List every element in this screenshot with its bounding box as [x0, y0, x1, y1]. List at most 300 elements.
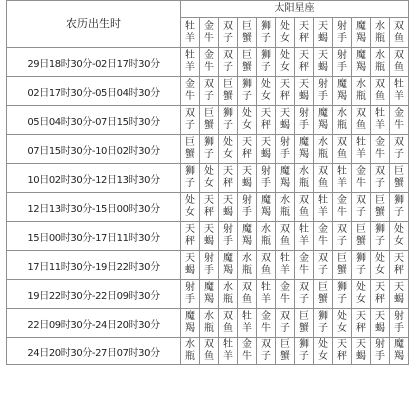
zodiac-cell — [257, 280, 276, 309]
zodiac-cell — [181, 77, 200, 106]
sign-char: 狮 — [223, 108, 233, 119]
sign-char: 女 — [223, 149, 233, 160]
sign-char: 手 — [204, 265, 214, 276]
sign-char: 羊 — [185, 62, 195, 73]
sign-char: 射 — [337, 50, 347, 61]
sign-char: 鱼 — [375, 91, 385, 102]
sign-char: 鱼 — [261, 265, 271, 276]
sign-char: 羯 — [223, 265, 233, 276]
zodiac-cell — [238, 280, 257, 309]
sign-char: 狮 — [299, 339, 309, 350]
sign-char: 天 — [394, 253, 404, 264]
zodiac-cell — [219, 77, 238, 106]
zodiac-cell — [276, 280, 295, 309]
sign-char: 蟹 — [185, 149, 195, 160]
sign-char: 处 — [242, 108, 252, 119]
sign-char: 牛 — [204, 32, 214, 44]
sign-char: 天 — [375, 282, 385, 293]
sign-char: 牛 — [280, 294, 290, 305]
zodiac-cell — [371, 164, 390, 193]
zodiac-cell — [390, 77, 409, 106]
time-range-cell: 17日11时30分-19日22时30分 — [7, 251, 181, 280]
sign-char: 巨 — [280, 339, 290, 350]
sign-char: 手 — [337, 32, 347, 44]
zodiac-cell — [352, 48, 371, 77]
zodiac-cell — [238, 222, 257, 251]
zodiac-cell — [390, 48, 409, 77]
zodiac-cell — [390, 222, 409, 251]
sign-char: 双 — [375, 79, 385, 90]
sign-char: 金 — [185, 79, 195, 90]
sign-char: 子 — [204, 149, 214, 160]
sign-char: 狮 — [204, 137, 214, 148]
sign-char: 水 — [375, 50, 385, 61]
sign-char: 巨 — [204, 108, 214, 119]
sign-char: 魔 — [337, 79, 347, 90]
sign-char: 魔 — [356, 50, 366, 61]
zodiac-cell — [314, 135, 333, 164]
zodiac-cell — [352, 338, 371, 365]
sign-char: 手 — [280, 149, 290, 160]
sign-char: 处 — [375, 253, 385, 264]
zodiac-cell — [371, 338, 390, 365]
sign-char: 狮 — [261, 20, 271, 32]
zodiac-cell — [333, 48, 352, 77]
sign-char: 羯 — [318, 120, 328, 131]
sign-char: 蝎 — [299, 91, 309, 102]
zodiac-cell — [295, 77, 314, 106]
sign-char: 女 — [394, 236, 404, 247]
table-row — [7, 280, 409, 309]
zodiac-cell — [295, 280, 314, 309]
sign-char: 水 — [299, 166, 309, 177]
sign-char: 羯 — [356, 62, 366, 73]
sign-char: 鱼 — [204, 351, 214, 362]
table-row — [7, 135, 409, 164]
sign-char: 金 — [356, 166, 366, 177]
zodiac-cell — [219, 280, 238, 309]
sign-char: 牡 — [261, 282, 271, 293]
sign-char: 羯 — [280, 178, 290, 189]
sign-char: 子 — [299, 351, 309, 362]
zodiac-cell — [257, 193, 276, 222]
zodiac-cell — [314, 338, 333, 365]
zodiac-cell — [352, 135, 371, 164]
header-row — [7, 1, 409, 18]
sign-char: 蟹 — [204, 120, 214, 131]
sign-char: 射 — [375, 339, 385, 350]
sign-char: 魔 — [185, 311, 195, 322]
sign-char: 蝎 — [204, 236, 214, 247]
zodiac-cell — [295, 251, 314, 280]
sign-char: 秤 — [261, 120, 271, 131]
zodiac-lunar-time-table — [6, 0, 409, 365]
sign-char: 金 — [318, 224, 328, 235]
sign-char: 处 — [261, 79, 271, 90]
sign-char: 鱼 — [299, 207, 309, 218]
sign-char: 牛 — [375, 149, 385, 160]
zodiac-cell — [276, 106, 295, 135]
sign-char: 射 — [299, 108, 309, 119]
sun-sign-column-8 — [333, 18, 352, 48]
zodiac-cell — [276, 222, 295, 251]
zodiac-cell — [276, 48, 295, 77]
zodiac-cell — [333, 338, 352, 365]
zodiac-cell — [219, 164, 238, 193]
zodiac-cell — [352, 193, 371, 222]
sign-char: 女 — [337, 323, 347, 334]
sign-char: 双 — [356, 108, 366, 119]
sign-char: 子 — [394, 207, 404, 218]
sign-char: 狮 — [394, 195, 404, 206]
zodiac-cell — [352, 164, 371, 193]
sign-char: 天 — [204, 195, 214, 206]
sign-char: 蟹 — [318, 294, 328, 305]
sign-char: 秤 — [280, 91, 290, 102]
sign-char: 天 — [299, 79, 309, 90]
sign-char: 天 — [223, 195, 233, 206]
sign-char: 射 — [261, 166, 271, 177]
sign-char: 天 — [280, 108, 290, 119]
sign-char: 牛 — [261, 323, 271, 334]
zodiac-cell — [200, 338, 219, 365]
sign-char: 金 — [299, 253, 309, 264]
sign-char: 狮 — [261, 50, 271, 61]
sign-char: 水 — [356, 79, 366, 90]
sign-char: 天 — [280, 79, 290, 90]
zodiac-cell — [314, 193, 333, 222]
sign-char: 魔 — [223, 253, 233, 264]
zodiac-cell — [276, 251, 295, 280]
sign-char: 手 — [223, 236, 233, 247]
sign-char: 蟹 — [394, 178, 404, 189]
sign-char: 牛 — [337, 207, 347, 218]
table-row — [7, 164, 409, 193]
sign-char: 蝎 — [223, 207, 233, 218]
table-row — [7, 222, 409, 251]
sign-char: 处 — [280, 20, 290, 32]
sign-char: 子 — [261, 62, 271, 73]
sign-char: 瓶 — [356, 91, 366, 102]
sign-char: 天 — [185, 253, 195, 264]
sign-char: 巨 — [242, 50, 252, 61]
zodiac-cell — [371, 106, 390, 135]
sign-char: 秤 — [242, 149, 252, 160]
sign-char: 秤 — [185, 236, 195, 247]
sign-char: 狮 — [242, 79, 252, 90]
sign-char: 羊 — [394, 91, 404, 102]
table-row — [7, 309, 409, 338]
zodiac-cell — [181, 251, 200, 280]
sign-char: 蝎 — [318, 62, 328, 73]
sign-char: 牡 — [318, 195, 328, 206]
sign-char: 双 — [223, 20, 233, 32]
sign-char: 女 — [185, 207, 195, 218]
zodiac-cell — [200, 280, 219, 309]
sign-char: 双 — [185, 108, 195, 119]
sign-char: 天 — [356, 339, 366, 350]
sign-char: 天 — [242, 166, 252, 177]
sign-char: 羯 — [394, 351, 404, 362]
zodiac-cell — [200, 164, 219, 193]
zodiac-cell — [219, 222, 238, 251]
sign-char: 双 — [394, 50, 404, 61]
sign-char: 蟹 — [242, 32, 252, 44]
zodiac-cell — [390, 309, 409, 338]
time-range-cell: 19日22时30分-22日09时30分 — [7, 280, 181, 309]
sign-char: 女 — [375, 265, 385, 276]
sign-char: 子 — [280, 323, 290, 334]
zodiac-cell — [238, 164, 257, 193]
sign-char: 双 — [318, 166, 328, 177]
zodiac-cell — [219, 193, 238, 222]
sign-char: 子 — [261, 351, 271, 362]
zodiac-cell — [390, 106, 409, 135]
sign-char: 牡 — [185, 50, 195, 61]
sign-char: 巨 — [299, 311, 309, 322]
zodiac-cell — [276, 164, 295, 193]
sign-char: 蝎 — [375, 323, 385, 334]
time-range-cell: 12日13时30分-15日00时30分 — [7, 193, 181, 222]
sign-char: 瓶 — [299, 178, 309, 189]
sign-char: 瓶 — [375, 32, 385, 44]
sign-char: 牡 — [223, 339, 233, 350]
sign-char: 魔 — [394, 339, 404, 350]
time-range-cell: 22日09时30分-24日20时30分 — [7, 309, 181, 338]
sign-char: 女 — [280, 32, 290, 44]
sign-char: 狮 — [356, 253, 366, 264]
sign-char: 手 — [337, 62, 347, 73]
sign-char: 天 — [223, 166, 233, 177]
zodiac-cell — [371, 251, 390, 280]
zodiac-cell — [238, 77, 257, 106]
sign-char: 羊 — [318, 207, 328, 218]
sign-char: 秤 — [204, 207, 214, 218]
sign-char: 射 — [242, 195, 252, 206]
sign-char: 魔 — [204, 282, 214, 293]
sign-char: 水 — [280, 195, 290, 206]
sign-char: 处 — [204, 166, 214, 177]
sign-char: 瓶 — [223, 294, 233, 305]
sign-char: 鱼 — [394, 62, 404, 73]
sign-char: 金 — [204, 50, 214, 61]
sign-char: 鱼 — [356, 120, 366, 131]
sign-char: 鱼 — [280, 236, 290, 247]
sign-char: 秤 — [394, 265, 404, 276]
sign-char: 金 — [375, 137, 385, 148]
zodiac-cell — [219, 48, 238, 77]
table-row — [7, 106, 409, 135]
sign-char: 双 — [204, 339, 214, 350]
zodiac-cell — [181, 309, 200, 338]
sign-char: 蝎 — [394, 294, 404, 305]
sign-char: 秤 — [356, 323, 366, 334]
sign-char: 子 — [223, 62, 233, 73]
sign-char: 牡 — [185, 20, 195, 32]
zodiac-cell — [333, 106, 352, 135]
sign-char: 羯 — [299, 149, 309, 160]
zodiac-cell — [314, 106, 333, 135]
zodiac-cell — [295, 222, 314, 251]
time-range-cell: 05日04时30分-07日15时30分 — [7, 106, 181, 135]
sign-char: 魔 — [356, 20, 366, 32]
sign-char: 子 — [242, 91, 252, 102]
sign-char: 手 — [185, 294, 195, 305]
zodiac-cell — [238, 309, 257, 338]
sign-char: 处 — [356, 282, 366, 293]
zodiac-cell — [238, 48, 257, 77]
sun-sign-column-11 — [390, 18, 409, 48]
sign-char: 秤 — [299, 32, 309, 44]
sign-char: 天 — [318, 20, 328, 32]
sign-char: 鱼 — [337, 149, 347, 160]
zodiac-cell — [314, 280, 333, 309]
sign-char: 天 — [337, 339, 347, 350]
zodiac-cell — [257, 222, 276, 251]
sign-char: 天 — [185, 224, 195, 235]
time-range-cell: 15日00时30分-17日11时30分 — [7, 222, 181, 251]
zodiac-cell — [181, 193, 200, 222]
sign-char: 射 — [204, 253, 214, 264]
zodiac-cell — [200, 222, 219, 251]
zodiac-cell — [371, 280, 390, 309]
sign-char: 处 — [394, 224, 404, 235]
sign-char: 羯 — [337, 91, 347, 102]
sign-char: 秤 — [223, 178, 233, 189]
sign-char: 牛 — [356, 178, 366, 189]
sign-char: 鱼 — [242, 294, 252, 305]
sign-char: 子 — [185, 178, 195, 189]
sign-char: 羊 — [299, 236, 309, 247]
sign-char: 双 — [261, 253, 271, 264]
sign-char: 天 — [356, 311, 366, 322]
zodiac-cell — [352, 280, 371, 309]
sign-char: 子 — [223, 32, 233, 44]
table-row — [7, 193, 409, 222]
sign-char: 牛 — [394, 120, 404, 131]
sign-char: 瓶 — [242, 265, 252, 276]
zodiac-cell — [314, 48, 333, 77]
sun-sign-column-9 — [352, 18, 371, 48]
sign-char: 蟹 — [356, 236, 366, 247]
sign-char: 子 — [375, 178, 385, 189]
sign-char: 双 — [337, 137, 347, 148]
sign-char: 双 — [375, 166, 385, 177]
sign-char: 子 — [318, 323, 328, 334]
sign-char: 鱼 — [394, 32, 404, 44]
sign-char: 水 — [185, 339, 195, 350]
sign-char: 牡 — [337, 166, 347, 177]
sign-char: 射 — [223, 224, 233, 235]
sign-char: 蝎 — [242, 178, 252, 189]
sign-char: 天 — [261, 108, 271, 119]
sign-char: 水 — [318, 137, 328, 148]
sign-char: 手 — [299, 120, 309, 131]
zodiac-cell — [276, 77, 295, 106]
sun-sign-header: 太阳星座 — [181, 1, 409, 18]
sign-char: 手 — [375, 351, 385, 362]
sign-char: 女 — [318, 351, 328, 362]
sign-char: 子 — [356, 207, 366, 218]
sign-char: 巨 — [394, 166, 404, 177]
zodiac-cell — [276, 309, 295, 338]
zodiac-cell — [181, 222, 200, 251]
zodiac-cell — [314, 77, 333, 106]
sign-char: 蝎 — [356, 351, 366, 362]
sign-char: 瓶 — [318, 149, 328, 160]
sign-char: 蟹 — [242, 62, 252, 73]
sign-char: 子 — [299, 294, 309, 305]
sign-char: 金 — [337, 195, 347, 206]
zodiac-cell — [352, 222, 371, 251]
zodiac-cell — [333, 164, 352, 193]
sign-char: 羊 — [223, 351, 233, 362]
zodiac-cell — [257, 251, 276, 280]
zodiac-cell — [352, 106, 371, 135]
zodiac-cell — [295, 338, 314, 365]
sign-char: 处 — [337, 311, 347, 322]
zodiac-cell — [314, 309, 333, 338]
sign-char: 双 — [299, 282, 309, 293]
sign-char: 金 — [280, 282, 290, 293]
time-range-cell: 10日02时30分-12日13时30分 — [7, 164, 181, 193]
sign-char: 狮 — [318, 311, 328, 322]
zodiac-cell — [371, 135, 390, 164]
sign-char: 双 — [280, 311, 290, 322]
sign-char: 处 — [185, 195, 195, 206]
zodiac-cell — [295, 164, 314, 193]
sign-char: 射 — [318, 79, 328, 90]
zodiac-cell — [200, 77, 219, 106]
sign-char: 蝎 — [185, 265, 195, 276]
sign-char: 羊 — [185, 32, 195, 44]
sign-char: 水 — [223, 282, 233, 293]
zodiac-cell — [181, 280, 200, 309]
sign-char: 水 — [337, 108, 347, 119]
sign-char: 蟹 — [337, 265, 347, 276]
sign-char: 牛 — [242, 351, 252, 362]
sign-char: 子 — [318, 265, 328, 276]
zodiac-cell — [295, 106, 314, 135]
zodiac-cell — [181, 135, 200, 164]
sign-char: 水 — [242, 253, 252, 264]
table-row — [7, 251, 409, 280]
sign-char: 子 — [337, 236, 347, 247]
zodiac-cell — [295, 48, 314, 77]
sign-char: 处 — [223, 137, 233, 148]
zodiac-cell — [200, 106, 219, 135]
zodiac-cell — [238, 135, 257, 164]
lunar-birth-time-header: 农历出生时 — [7, 1, 181, 48]
sun-sign-column-2 — [219, 18, 238, 48]
sign-char: 羊 — [280, 265, 290, 276]
sign-char: 女 — [356, 294, 366, 305]
zodiac-cell — [295, 193, 314, 222]
zodiac-cell — [200, 193, 219, 222]
sign-char: 射 — [394, 311, 404, 322]
zodiac-cell — [276, 193, 295, 222]
sign-char: 鱼 — [223, 323, 233, 334]
time-range-cell: 07日15时30分-10日02时30分 — [7, 135, 181, 164]
sign-char: 金 — [242, 339, 252, 350]
sign-char: 牡 — [394, 79, 404, 90]
table-row — [7, 338, 409, 365]
zodiac-cell — [200, 135, 219, 164]
sign-char: 水 — [375, 20, 385, 32]
sign-char: 魔 — [242, 224, 252, 235]
zodiac-cell — [333, 251, 352, 280]
sign-char: 羊 — [375, 120, 385, 131]
